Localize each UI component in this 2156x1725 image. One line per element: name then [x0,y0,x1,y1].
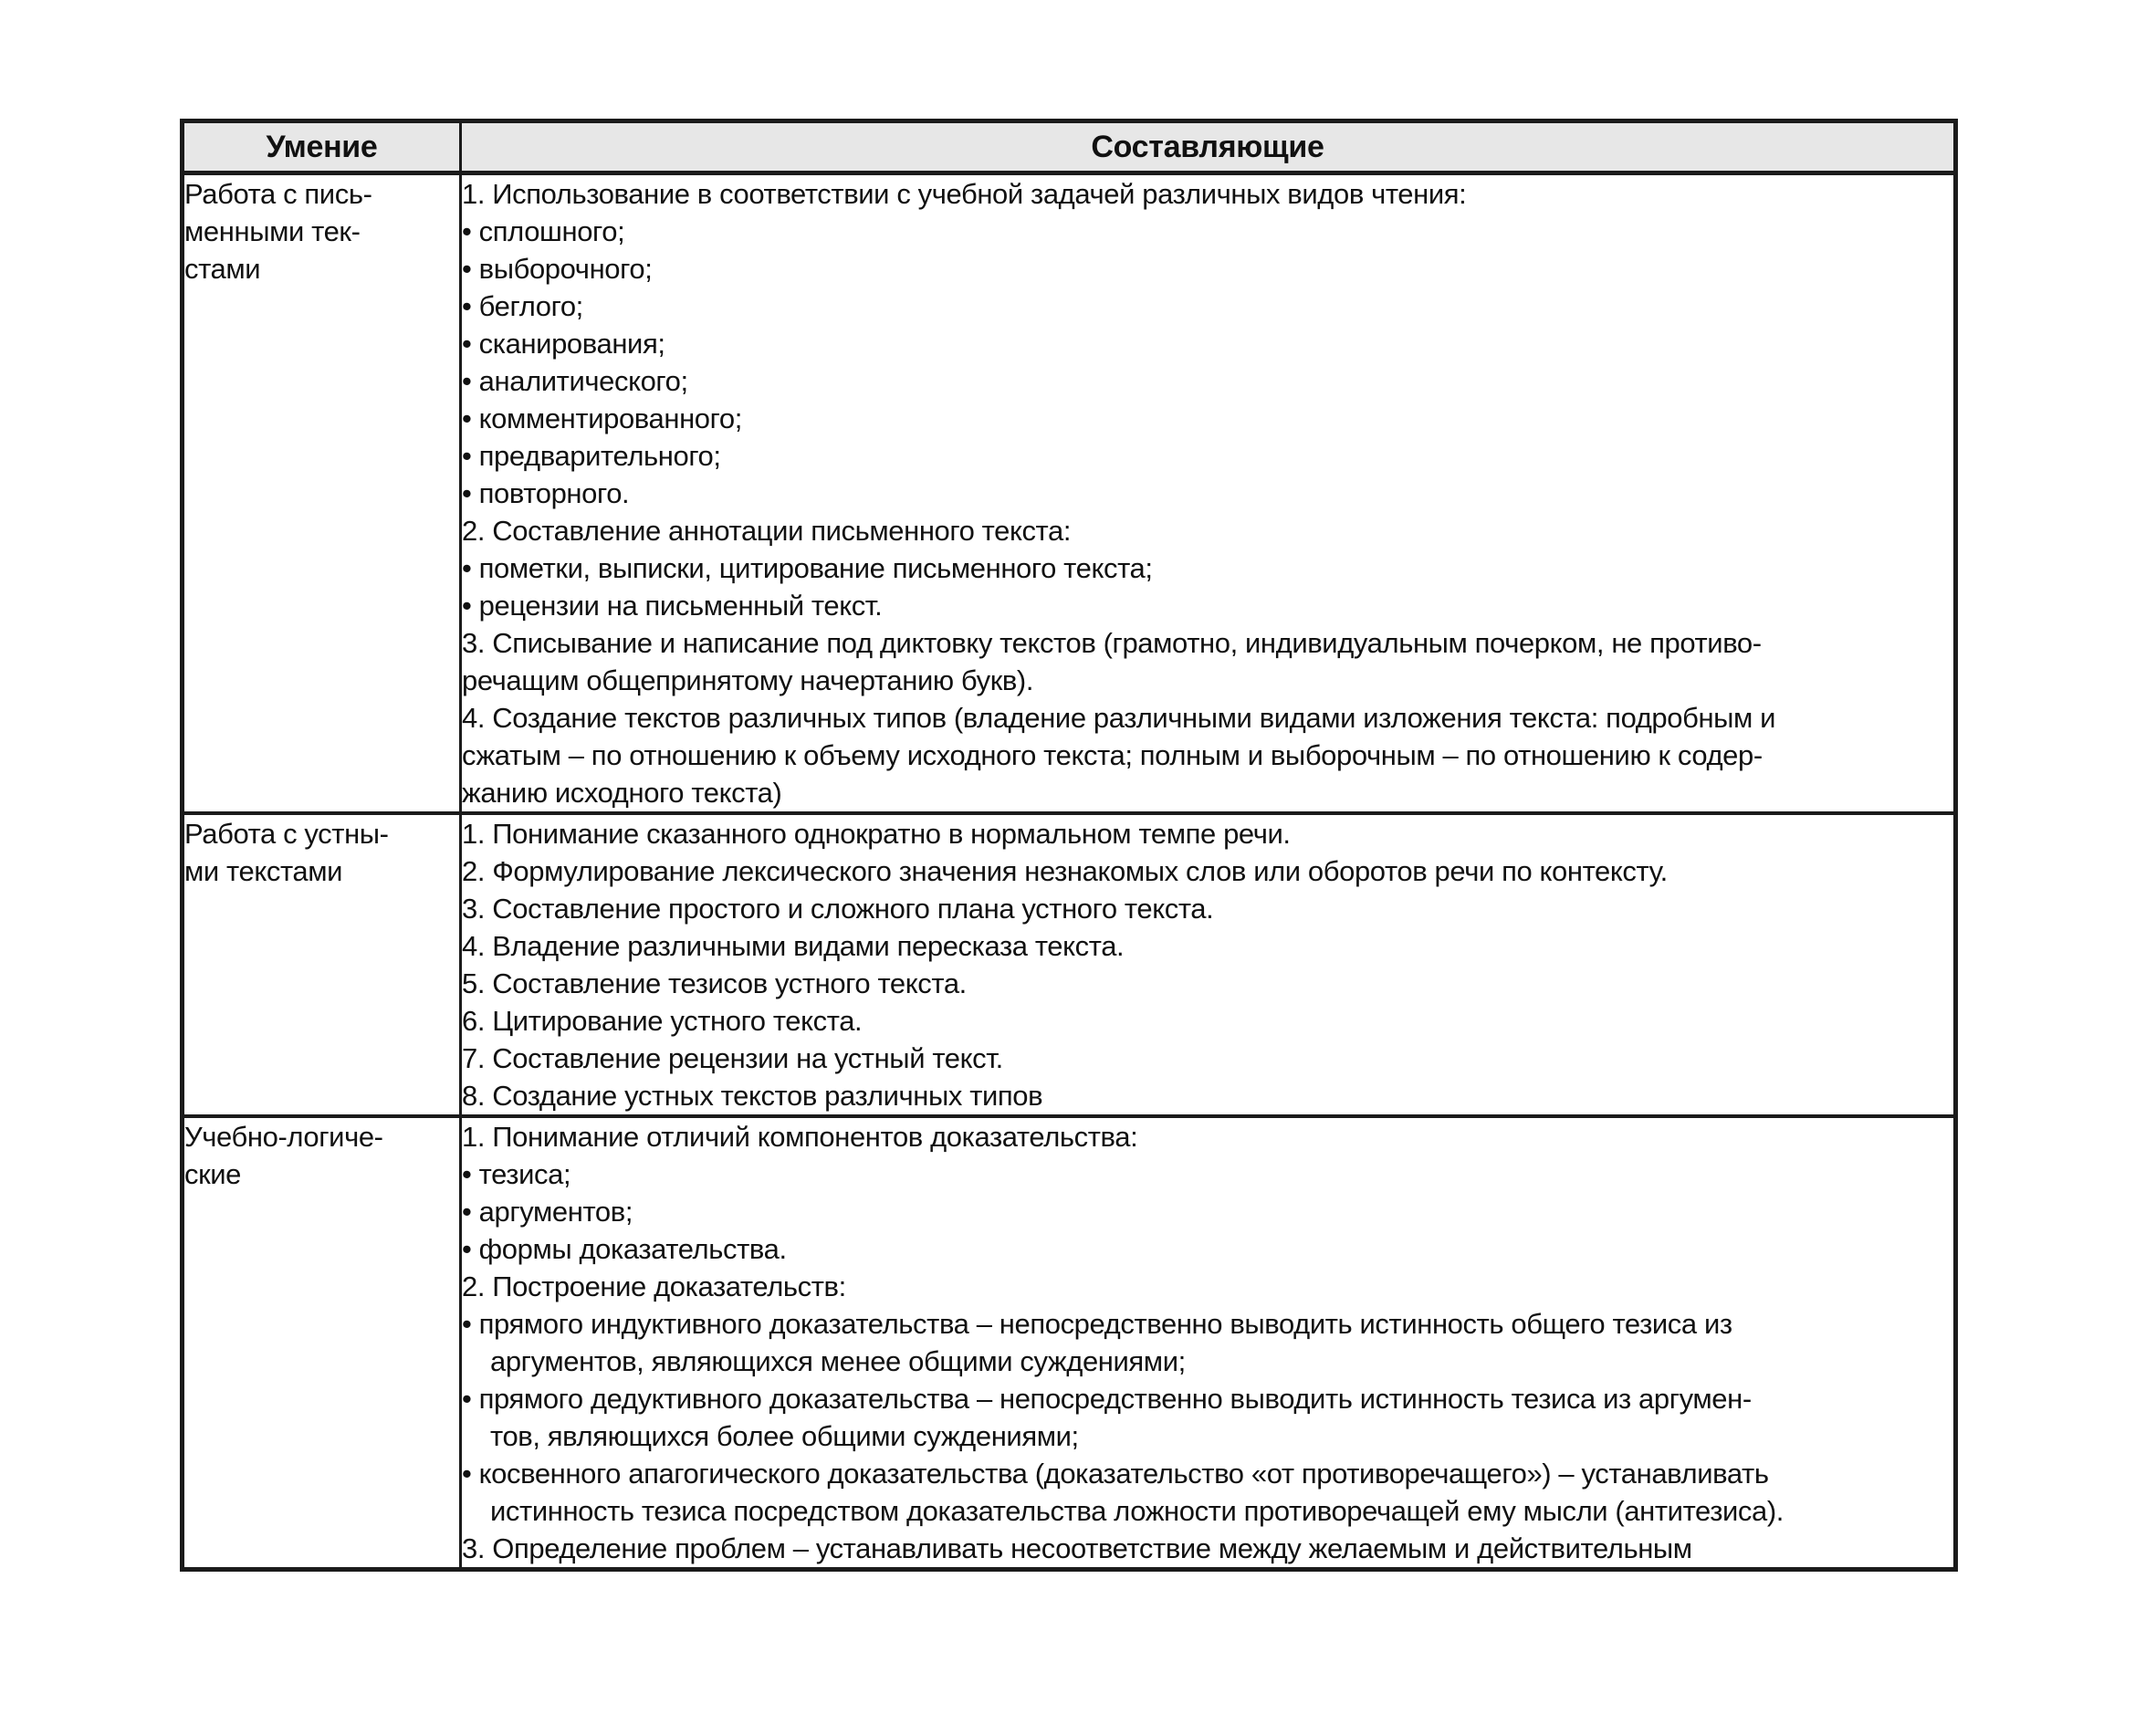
component-line: 2. Формулирование лексического значения незнакомых слов или оборотов речи по контексту. [462,855,1668,887]
column-header-skill: Умение [183,121,461,173]
table-body [183,173,1956,1570]
component-line: • комментированного; [462,402,742,434]
component-line: 3. Списывание и написание под диктовку текстов (грамотно, индивидуальным почерком, не противо- [462,627,1762,659]
component-line: 7. Составление рецензии на устный текст. [462,1042,1003,1074]
table-row [183,1116,1956,1570]
component-line: аргументов, являющихся менее общими суждениями; [490,1345,1186,1377]
component-line: • пометки, выписки, цитирование письменного текста; [462,552,1153,584]
skill-line: менными тек- [184,215,361,247]
components-cell [461,1116,1956,1570]
skill-cell [183,813,461,1116]
skill-line: Учебно-логиче- [184,1121,383,1153]
component-line: 4. Владение различными видами пересказа текста. [462,930,1125,962]
component-line: 5. Составление тезисов устного текста. [462,967,967,999]
component-line: • формы доказательства. [462,1233,787,1265]
component-line: сжатым – по отношению к объему исходного текста; полным и выборочным – по отношению к содер- [462,739,1763,771]
table-row [183,813,1956,1116]
component-line: 1. Понимание отличий компонентов доказательства: [462,1121,1138,1153]
component-line: • прямого дедуктивного доказательства – непосредственно выводить истинность тезиса из аргумен- [462,1383,1752,1415]
component-line: • аналитического; [462,365,688,397]
component-line: • сканирования; [462,328,665,360]
component-line: 4. Создание текстов различных типов (владение различными видами изложения текста: подробным и [462,702,1776,734]
component-line: 2. Составление аннотации письменного текста: [462,515,1072,547]
component-line: • беглого; [462,290,583,322]
skill-line: Работа с устны- [184,818,389,850]
component-line: • сплошного; [462,215,625,247]
component-line: • тезиса; [462,1158,571,1190]
skill-cell [183,1116,461,1570]
column-header-components: Составляющие [461,121,1956,173]
component-line: 3. Определение проблем – устанавливать несоответствие между желаемым и действительным [462,1532,1692,1564]
component-line: • прямого индуктивного доказательства – непосредственно выводить истинность общего тезиса из [462,1308,1732,1340]
component-line: 1. Использование в соответствии с учебной задачей различных видов чтения: [462,178,1467,210]
component-line: речащим общепринятому начертанию букв). [462,664,1034,696]
skill-line: Работа с пись- [184,178,372,210]
component-line: 3. Составление простого и сложного плана устного текста. [462,893,1214,925]
skill-line: стами [184,253,261,285]
component-line: • повторного. [462,477,630,509]
component-line: тов, являющихся более общими суждениями; [490,1420,1079,1452]
skill-line: ми текстами [184,855,343,887]
component-line: • аргументов; [462,1196,633,1228]
table-header-row [183,121,1956,173]
component-line: истинность тезиса посредством доказательства ложности противоречащей ему мысли (антитезиса). [490,1495,1784,1527]
component-line: 1. Понимание сказанного однократно в нормальном темпе речи. [462,818,1291,850]
component-line: 2. Построение доказательств: [462,1270,846,1302]
component-line: жанию исходного текста) [462,777,782,809]
component-line: 8. Создание устных текстов различных типов [462,1080,1043,1112]
component-line: • рецензии на письменный текст. [462,590,883,622]
skills-table [180,119,1958,1572]
component-line: • косвенного апагогического доказательства (доказательство «от противоречащего») – устанавливать [462,1458,1769,1490]
component-line: 6. Цитирование устного текста. [462,1005,863,1037]
skill-line: ские [184,1158,242,1190]
components-cell [461,813,1956,1116]
skill-cell [183,173,461,814]
component-line: • предварительного; [462,440,721,472]
component-line: • выборочного; [462,253,653,285]
components-cell [461,173,1956,814]
table-row [183,173,1956,814]
